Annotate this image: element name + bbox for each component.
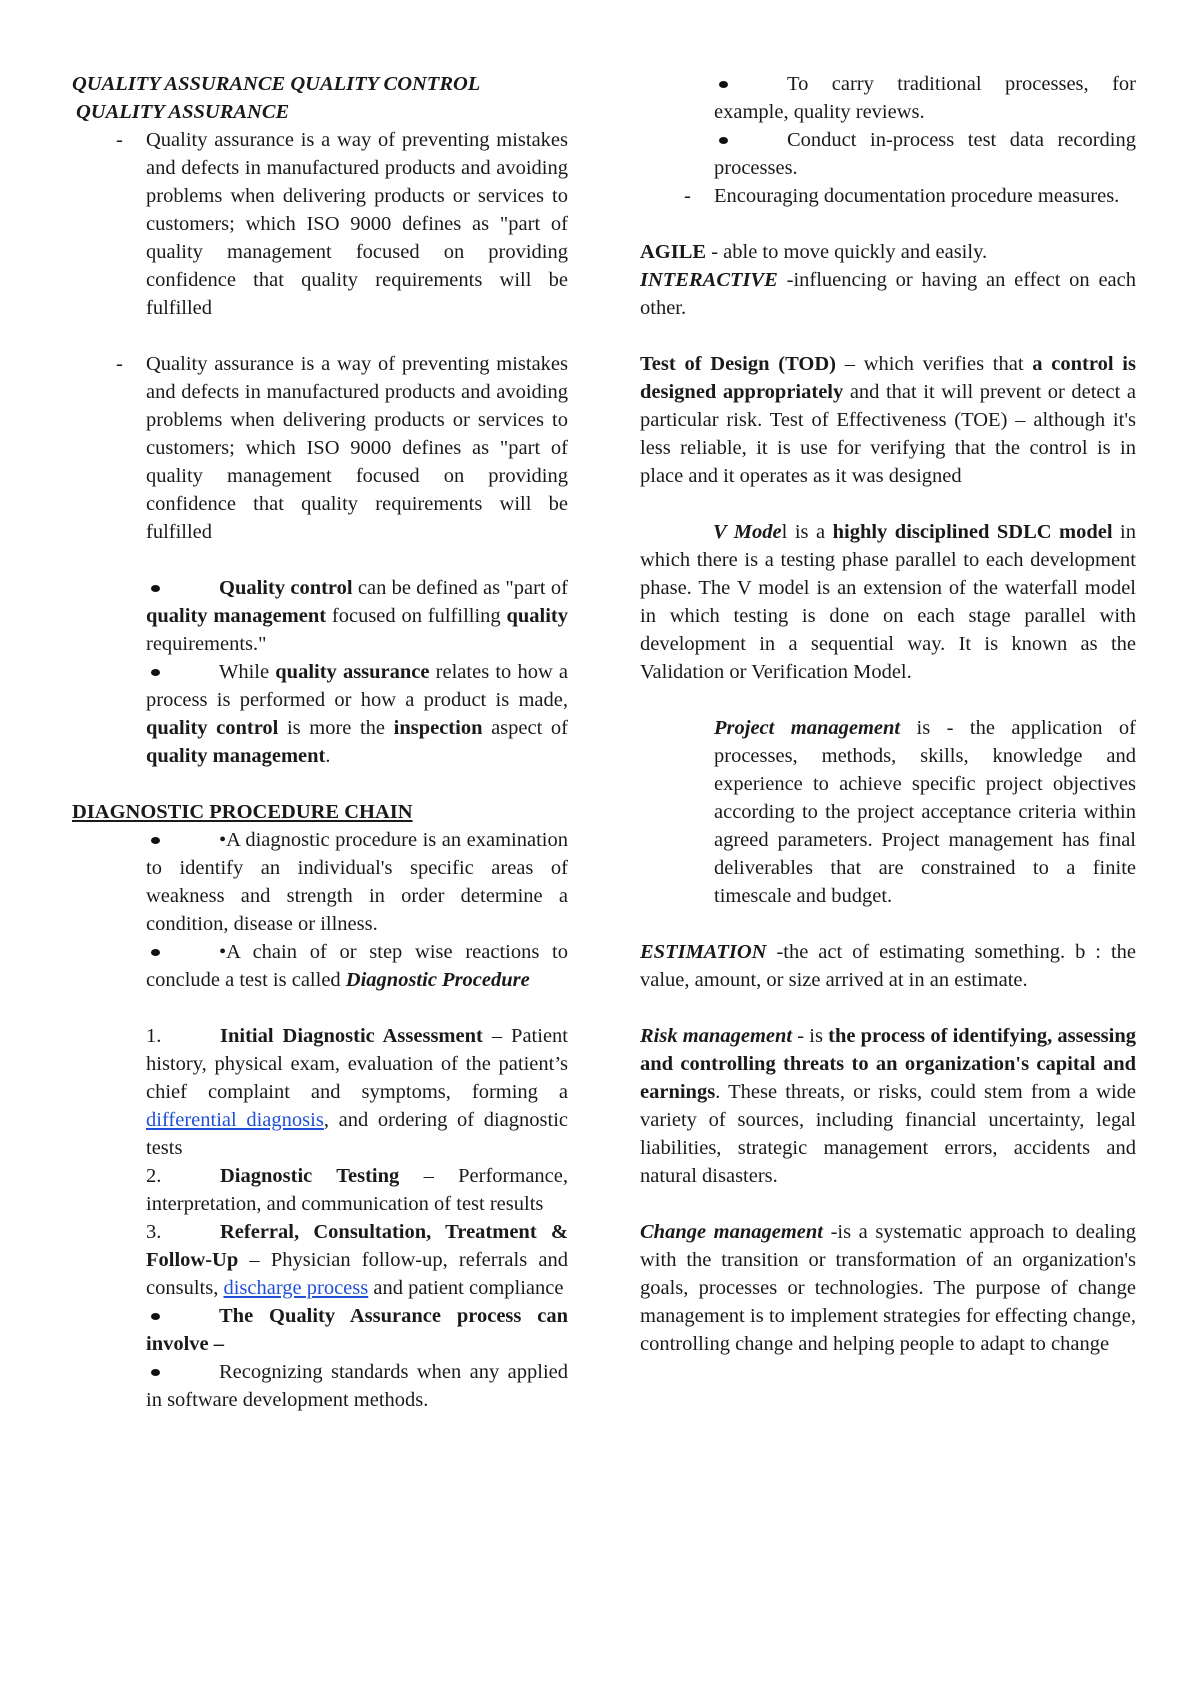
bullet-icon — [719, 137, 728, 144]
qa-process-bullet: The Quality Assurance process can involve – — [146, 1305, 568, 1355]
step-3: 3. Referral, Consultation, Treatment & Follow-Up – Physician follow-up, referrals and consults, discharge process and patient compliance — [146, 1221, 568, 1299]
qa-process-item-3: Conduct in-process test data recording processes. — [714, 129, 1136, 179]
dash-marker: - — [116, 129, 123, 151]
title-line-1: QUALITY ASSURANCE QUALITY CONTROL — [72, 73, 481, 95]
bullet-icon — [151, 1369, 160, 1376]
project-management-definition: Project management is - the application of processes, methods, skills, knowledge and experience to achieve specific project objectives according to the project acceptance criteria within agreed parameters. Project management has final deliverables that are constrained to a finite timescale and budget. — [714, 717, 1136, 907]
diagnostic-heading: DIAGNOSTIC PROCEDURE CHAIN — [72, 801, 413, 823]
bullet-icon — [151, 1313, 160, 1320]
v-model-definition: V Model is a highly disciplined SDLC model in which there is a testing phase parallel to each development phase. The V model is an extension of the waterfall model in which testing is done on each stage parallel with development in a sequential way. It is known as the Validation or Verification Model. — [640, 521, 1137, 683]
qc-bullet-1: Quality control can be defined as "part of quality management focused on fulfilling quality requirements." — [146, 577, 569, 655]
step-1: 1. Initial Diagnostic Assessment – Patient history, physical exam, evaluation of the patient’s chief complaint and symptoms, forming a differential diagnosis, and ordering of diagnostic tests — [146, 1025, 568, 1159]
agile-definition: AGILE - able to move quickly and easily. — [640, 241, 988, 263]
estimation-definition: ESTIMATION -the act of estimating something. b : the value, amount, or size arrived at in an estimate. — [640, 941, 1136, 991]
step-2: 2. Diagnostic Testing – Performance, interpretation, and communication of test results — [146, 1165, 568, 1215]
diag-bullet-2: •A chain of or step wise reactions to conclude a test is called Diagnostic Procedure — [146, 941, 568, 991]
qa-process-item-1: Recognizing standards when any applied in software development methods. — [146, 1361, 568, 1411]
interactive-definition: INTERACTIVE -influencing or having an effect on each other. — [640, 269, 1136, 319]
bullet-icon — [719, 81, 728, 88]
qa-process-item-4: - Encouraging documentation procedure measures. — [640, 182, 1136, 210]
qa-definition-1: - Quality assurance is a way of preventing mistakes and defects in manufactured products and avoiding problems when delivering products or services to customers; which ISO 9000 defines as "part of quality management focused on providing confidence that quality requirements will be fulfilled — [72, 126, 568, 322]
qa-process-item-2: To carry traditional processes, for example, quality reviews. — [714, 73, 1136, 123]
qa-definition-2: - Quality assurance is a way of preventing mistakes and defects in manufactured products and avoiding problems when delivering products or services to customers; which ISO 9000 defines as "part of quality management focused on providing confidence that quality requirements will be fulfilled — [72, 350, 568, 546]
tod-definition: Test of Design (TOD) – which verifies that a control is designed appropriately and that it will prevent or detect a particular risk. Test of Effectiveness (TOE) – although it's less reliable, it is use for verifying that the control is in place and it operates as it was designed — [640, 353, 1136, 487]
left-column — [72, 70, 568, 1414]
dash-marker: - — [116, 353, 123, 375]
bullet-icon — [151, 949, 160, 956]
right-column — [640, 70, 1136, 1358]
bullet-icon — [151, 669, 160, 676]
change-management-definition: Change management -is a systematic approach to dealing with the transition or transformation of an organization's goals, processes or technologies. The purpose of change management is to implement strategies for effecting change, controlling change and helping people to adapt to change — [640, 1221, 1136, 1355]
differential-diagnosis-link[interactable]: differential diagnosis — [146, 1109, 324, 1131]
bullet-icon — [151, 585, 160, 592]
discharge-process-link[interactable]: discharge process — [223, 1277, 369, 1299]
dash-marker: - — [684, 185, 691, 207]
diag-bullet-1: •A diagnostic procedure is an examination to identify an individual's specific areas of weakness and strength in order determine a condition, disease or illness. — [146, 829, 568, 935]
title-line-2: QUALITY ASSURANCE — [76, 101, 290, 123]
risk-management-definition: Risk management - is the process of identifying, assessing and controlling threats to an organization's capital and earnings. These threats, or risks, could stem from a wide variety of sources, including financial uncertainty, legal liabilities, strategic management errors, accidents and natural disasters. — [640, 1025, 1137, 1187]
qc-bullet-2: While quality assurance relates to how a process is performed or how a product is made, quality control is more the inspection aspect of quality management. — [146, 661, 569, 767]
bullet-icon — [151, 837, 160, 844]
